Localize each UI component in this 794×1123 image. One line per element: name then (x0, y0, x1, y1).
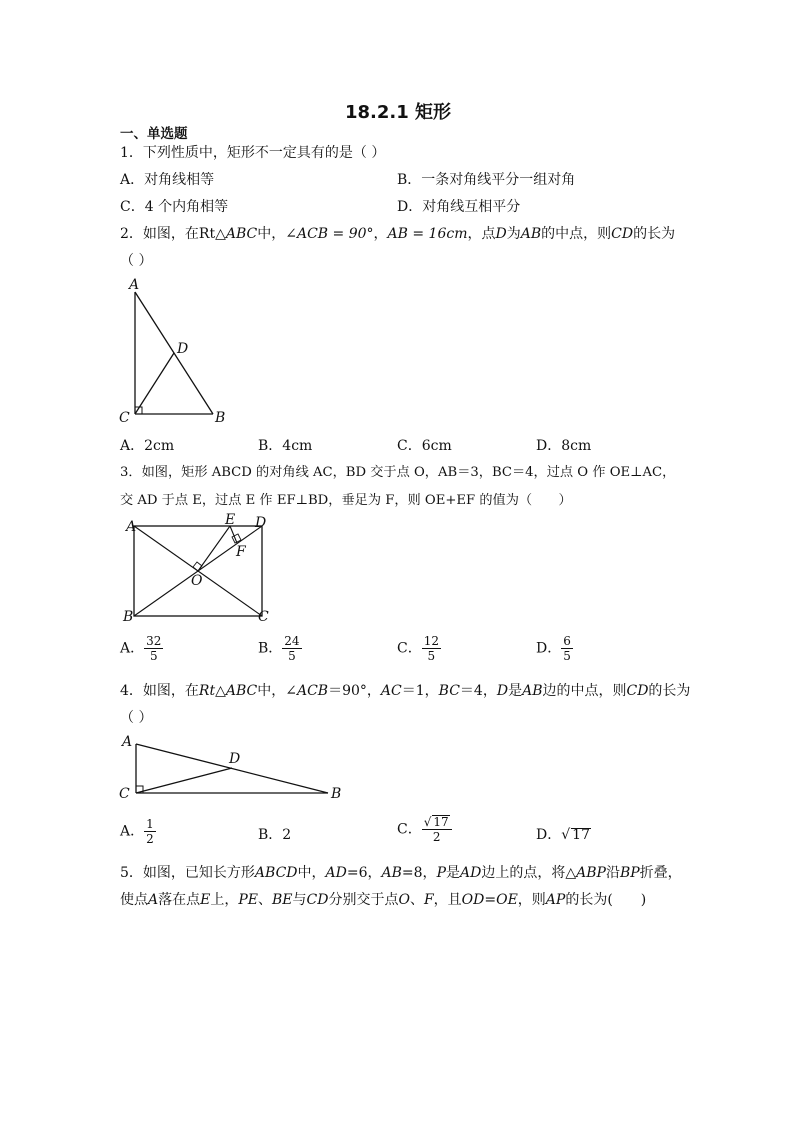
q5-text: 、 (258, 892, 272, 908)
q5-point-e: E (200, 892, 211, 908)
q2-option-d[interactable]: D．8cm (536, 438, 592, 454)
q5-stem-line2 (120, 889, 646, 909)
q4-text: ＝4， (459, 683, 497, 699)
q5-cd: CD (306, 892, 329, 908)
q5-text: 中， (297, 865, 326, 881)
q3-stem-line1: 3．如图，矩形 ABCD 的对角线 AC，BD 交于点 O，AB＝3，BC＝4，过点 O 作 OE⊥AC， (120, 465, 676, 480)
q4-option-a[interactable] (120, 817, 156, 846)
q3-option-d[interactable] (536, 634, 573, 663)
q4-option-d-label: D． (536, 827, 562, 843)
q3-option-a-denominator: 5 (149, 649, 158, 663)
q4-point-d: D (496, 683, 509, 699)
q2-text: 中， (257, 226, 286, 242)
q4-option-b-label: B． (258, 827, 283, 843)
q3-option-d-label: D． (536, 640, 562, 657)
q4-answer-paren: （ ） (120, 710, 153, 726)
q2-text: 2．如图，在 (120, 226, 199, 242)
q5-ad: AD (459, 865, 482, 881)
q3-option-c-denominator: 5 (427, 649, 436, 663)
q3-label-c: C (258, 609, 269, 625)
q2-text: 的长为 (633, 226, 676, 242)
q1-option-c[interactable]: C．4 个内角相等 (120, 199, 229, 215)
q3-label-f: F (236, 544, 246, 560)
q4-option-b-value: 2 (282, 827, 292, 843)
q3-option-a[interactable] (120, 634, 163, 663)
q2-angle: ∠ACB = 90° (285, 226, 374, 242)
q4-ab: AB (522, 683, 543, 699)
q4-option-c-denominator: 2 (432, 830, 441, 844)
q4-option-a-label: A． (120, 823, 145, 840)
q5-text: 上， (210, 892, 239, 908)
q3-option-c-label: C． (397, 640, 422, 657)
q5-abp: ABP (576, 865, 606, 881)
q3-option-b-denominator: 5 (288, 649, 296, 663)
q1-option-d[interactable]: D．对角线互相平分 (397, 199, 521, 215)
q2-text: 的中点，则 (541, 226, 612, 242)
q5-text: 沿 (605, 865, 620, 881)
q2-rt: Rt△ (198, 226, 226, 242)
q3-option-d-numerator: 6 (563, 634, 571, 648)
q2-text: ， (373, 226, 388, 242)
q5-text: =8， (401, 865, 437, 881)
q5-text: 折叠， (639, 865, 682, 881)
q2-option-c[interactable]: C．6cm (397, 438, 452, 454)
q4-text: ＝1， (401, 683, 439, 699)
q4-option-c-label: C． (397, 821, 422, 838)
section-heading: 一、单选题 (120, 126, 188, 142)
q1-option-a[interactable]: A．对角线相等 (120, 172, 215, 188)
q5-text: 与 (292, 892, 307, 908)
q4-figure (115, 730, 350, 805)
q3-label-b: B (123, 609, 134, 625)
q4-option-d[interactable] (536, 824, 591, 844)
q3-option-b-label: B． (258, 640, 283, 657)
q4-text: 边的中点，则 (542, 683, 627, 699)
q3-option-a-numerator: 32 (146, 634, 162, 648)
page-title: 18.2.1 矩形 (345, 102, 452, 123)
q2-label-b: B (215, 410, 226, 426)
q5-be: BE (272, 892, 293, 908)
q4-ac: AC (380, 683, 402, 699)
q2-cd: CD (611, 226, 634, 242)
q5-point-o: O (398, 892, 410, 908)
q4-rt-abc: Rt△ABC (198, 683, 258, 699)
q2-option-b[interactable]: B．4cm (258, 438, 313, 454)
q5-stem-line1 (120, 862, 682, 882)
q4-text: 中， (257, 683, 286, 699)
q2-option-a[interactable]: A．2cm (120, 438, 175, 454)
q4-text: 的长为 (648, 683, 691, 699)
q1-option-b[interactable]: B．一条对角线平分一组对角 (397, 172, 576, 188)
q2-label-c: C (119, 410, 130, 426)
q2-stem (120, 223, 675, 243)
q5-text: = (484, 892, 497, 908)
q5-pe: PE (238, 892, 258, 908)
q3-label-o: O (191, 573, 203, 589)
sqrt-icon: √ (561, 827, 571, 843)
q5-text: 的长为( ) (565, 892, 647, 908)
q5-ap: AP (545, 892, 566, 908)
q2-text: 为 (506, 226, 521, 242)
q3-label-d: D (255, 515, 267, 531)
q3-option-c-numerator: 12 (423, 634, 439, 648)
q4-label-d: D (229, 751, 241, 767)
q5-text: =6， (346, 865, 382, 881)
q2-abc: ABC (225, 226, 258, 242)
q5-text: 使点 (120, 892, 148, 908)
q4-option-c[interactable] (397, 815, 452, 844)
q3-label-a: A (126, 519, 137, 535)
q3-label-e: E (225, 512, 236, 528)
q1-stem: 1．下列性质中，矩形不一定具有的是（ ） (120, 145, 386, 161)
q2-figure (115, 272, 235, 428)
q4-text: 是 (508, 683, 523, 699)
q5-text: ，则 (517, 892, 546, 908)
q5-text: 分别交于点 (328, 892, 399, 908)
q5-point-p: P (436, 865, 446, 881)
q5-text: 落在点 (158, 892, 201, 908)
q4-option-d-radicand: 17 (572, 827, 590, 843)
q2-label-a: A (129, 277, 140, 293)
q2-text: ，点 (467, 226, 496, 242)
q3-option-c[interactable] (397, 634, 441, 663)
q4-text: 4．如图，在 (120, 683, 199, 699)
q2-label-d: D (177, 341, 189, 357)
q3-option-d-denominator: 5 (563, 649, 571, 663)
q3-option-b-numerator: 24 (284, 634, 300, 648)
q4-angle: ∠ACB (285, 683, 329, 699)
q3-option-b[interactable] (258, 634, 302, 663)
q5-point-a: A (148, 892, 159, 908)
q5-point-f: F (423, 892, 434, 908)
q5-text: 边上的点，将△ (481, 865, 577, 881)
q4-text: ＝90°， (328, 683, 381, 699)
q5-oe: OE (496, 892, 518, 908)
q2-ab: AB (520, 226, 542, 242)
q5-text: 5．如图，已知长方形 (120, 865, 255, 881)
sqrt-icon: √ (423, 815, 432, 829)
q5-ab: AB (381, 865, 402, 881)
q2-answer-paren: （ ） (120, 253, 153, 269)
q4-label-a: A (122, 734, 133, 750)
q4-option-b[interactable] (258, 824, 291, 844)
q4-bc: BC (438, 683, 460, 699)
q5-ad: AD (325, 865, 347, 881)
q2-ab-length: AB = 16cm (387, 226, 468, 242)
q4-stem (120, 680, 690, 700)
q4-label-c: C (119, 786, 130, 802)
q4-option-a-denominator: 2 (146, 832, 154, 846)
q3-figure (115, 512, 280, 628)
q4-option-a-numerator: 1 (146, 817, 154, 831)
q5-od: OD (461, 892, 485, 908)
q5-abcd: ABCD (254, 865, 298, 881)
q5-bp: BP (619, 865, 640, 881)
q5-text: 、 (409, 892, 424, 908)
q3-stem-line2: 交 AD 于点 E，过点 E 作 EF⊥BD，垂足为 F，则 OE+EF 的值为（ ） (120, 493, 572, 508)
q3-option-a-label: A． (120, 640, 145, 657)
q4-cd: CD (626, 683, 649, 699)
q5-text: 是 (445, 865, 460, 881)
q5-text: ，且 (433, 892, 462, 908)
q4-label-b: B (331, 786, 342, 802)
q4-option-c-radicand: 17 (433, 815, 449, 829)
q2-point-d: D (495, 226, 507, 242)
